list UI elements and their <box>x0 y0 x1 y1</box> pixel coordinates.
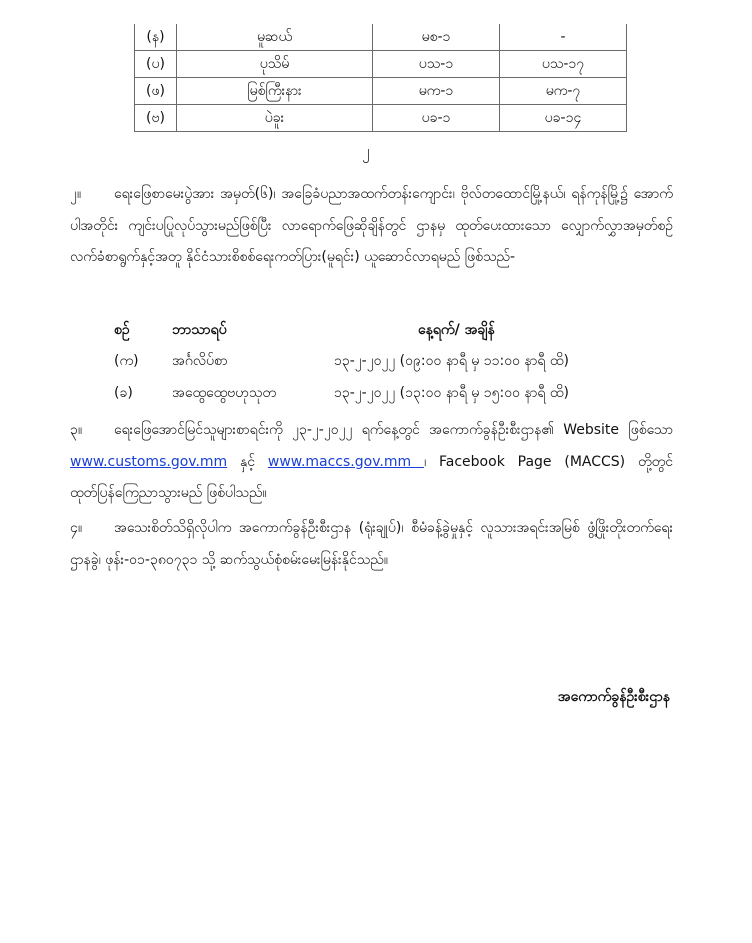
schedule-time: ၁၃-၂-၂၀၂၂ (၁၃:၀၀ နာရီ မှ ၁၅:၀၀ နာရီ ထိ) <box>334 385 569 401</box>
row-number: (ပ) <box>135 51 177 78</box>
maccs-website-link[interactable]: www.maccs.gov.mm <box>267 453 424 470</box>
code-from: မက-၁ <box>373 78 500 105</box>
table-row <box>135 105 627 132</box>
code-from: မစ-၁ <box>373 24 500 51</box>
paragraph-results <box>70 415 673 510</box>
schedule-subject: အထွေထွေဗဟုသုတ <box>172 385 276 401</box>
table-row <box>135 51 627 78</box>
page-number: ၂ <box>362 142 370 160</box>
code-to: ပသ-၁၇ <box>500 51 627 78</box>
row-number: (ဖ) <box>135 78 177 105</box>
paragraph-number: ၂။ <box>70 186 82 202</box>
code-from: ပသ-၁ <box>373 51 500 78</box>
code-to: မက-၇ <box>500 78 627 105</box>
paragraph-contact <box>70 513 673 576</box>
office-name: မူဆယ် <box>177 24 373 51</box>
paragraph-text: ၊ Facebook Page (MACCS) တို့တွင် ထုတ်ပြန်ကြေညာသွားမည် ဖြစ်ပါသည်။ <box>70 453 673 501</box>
schedule-header-no: စဉ် <box>114 322 130 338</box>
table-row <box>135 78 627 105</box>
paragraph-exam-venue <box>70 179 673 274</box>
office-name: ပဲခူး <box>177 105 373 132</box>
office-name: ပုသိမ် <box>177 51 373 78</box>
code-from: ပခ-၁ <box>373 105 500 132</box>
paragraph-text: နှင့် <box>227 453 268 470</box>
row-number: (ဗ) <box>135 105 177 132</box>
paragraph-text: ရေးဖြေစာမေးပွဲအား အမှတ်(၆)၊ အခြေခံပညာအထက်တန်းကျောင်း၊ ဗိုလ်တထောင်မြို့နယ်၊ ရန်ကုန်မြို့၌ အောက်ပါအတိုင်း ကျင်းပပြုလုပ်သွားမည်ဖြစ်ပြီး လာရောက်ဖြေဆိုချိန်တွင် ဌာနမှ ထုတ်ပေးထားသော လျှောက်လွှာအမှတ်စဉ် လက်ခံစာရွက်နှင့်အတူ နိုင်ငံသားစိစစ်ရေးကတ်ပြား(မူရင်း) ယူဆောင်လာရမည် ဖြစ်သည်- <box>70 186 673 265</box>
code-to: ပခ-၁၄ <box>500 105 627 132</box>
schedule-no: (ခ) <box>114 385 133 401</box>
row-number: (န) <box>135 24 177 51</box>
schedule-time: ၁၃-၂-၂၀၂၂ (၀၉:၀၀ နာရီ မှ ၁၁:၀၀ နာရီ ထိ) <box>334 353 569 369</box>
office-name: မြစ်ကြီးနား <box>177 78 373 105</box>
paragraph-number: ၃။ <box>70 422 83 438</box>
table-row <box>135 24 627 51</box>
signature-department: အကောက်ခွန်ဦးစီးဌာန <box>557 689 670 705</box>
paragraph-text: ရေးဖြေအောင်မြင်သူများစာရင်းကို ၂၃-၂-၂၀၂၂ ရက်နေ့တွင် အကောက်ခွန်ဦးစီးဌာန၏ Website ဖြစ်သော <box>114 422 673 438</box>
paragraph-text: အသေးစိတ်သိရှိလိုပါက အကောက်ခွန်ဦးစီးဌာန (ရုံးချုပ်)၊ စီမံခန့်ခွဲမှုနှင့် လူသားအရင်းအမြစ် ဖွံ့ဖြိုးတိုးတက်ရေးဌာနခွဲ၊ ဖုန်း-၀၁-၃၈၀၇၃၁ သို့ ဆက်သွယ်စုံစမ်းမေးမြန်းနိုင်သည်။ <box>70 520 673 568</box>
schedule-no: (က) <box>114 353 139 369</box>
schedule-header-subject: ဘာသာရပ် <box>172 322 227 338</box>
schedule-subject: အင်္ဂလိပ်စာ <box>172 353 228 369</box>
office-code-table <box>134 24 627 132</box>
customs-website-link[interactable]: www.customs.gov.mm <box>70 453 228 470</box>
schedule-header-time: နေ့ရက်/ အချိန် <box>418 322 495 338</box>
code-to: - <box>500 24 627 51</box>
paragraph-number: ၄။ <box>70 520 83 536</box>
